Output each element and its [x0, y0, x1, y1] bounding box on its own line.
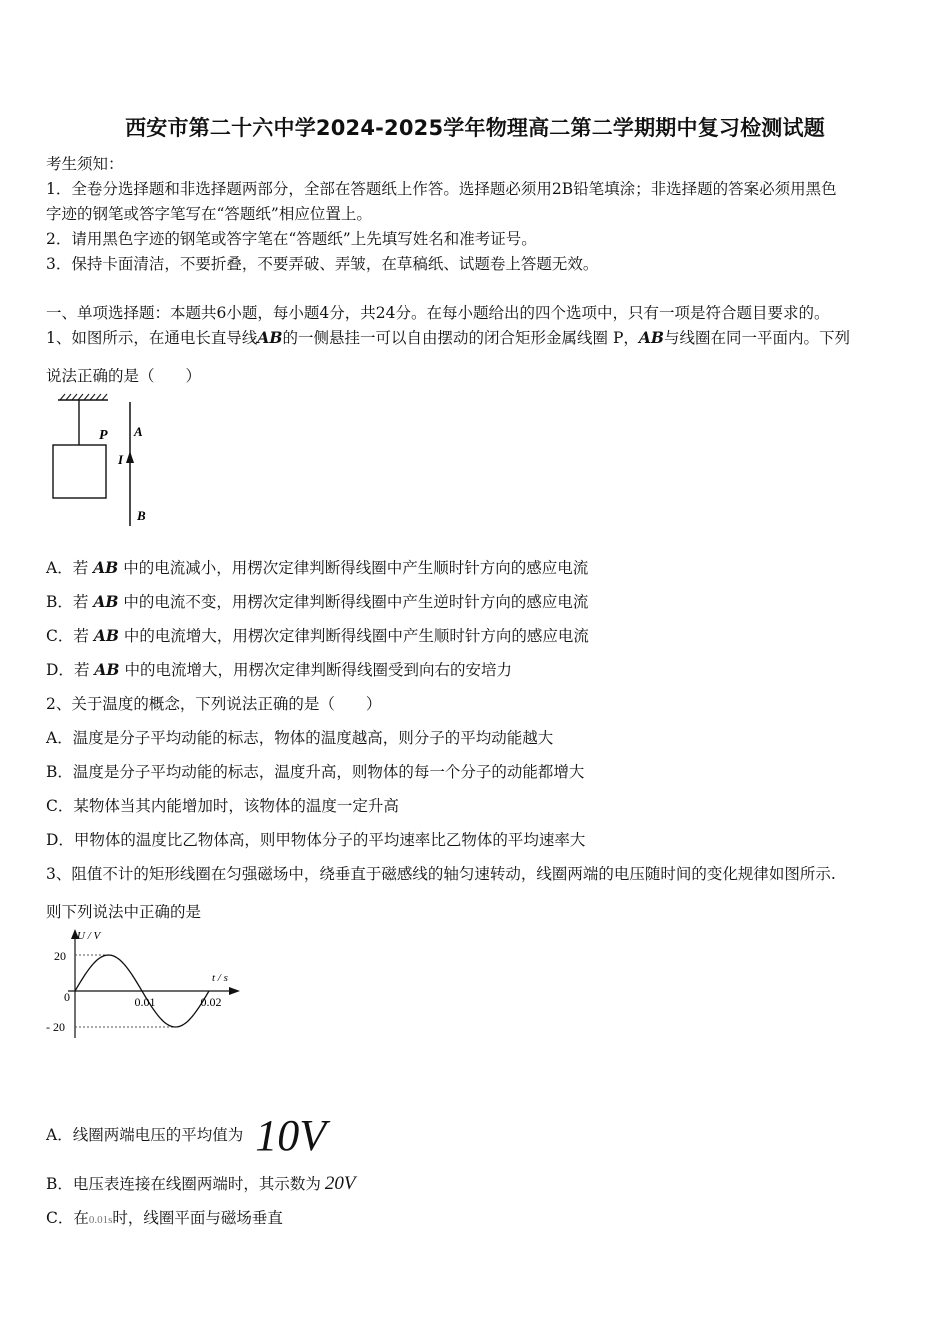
q3-option-b: B．电压表连接在线圈两端时，其示数为 20V — [46, 1173, 356, 1194]
q1-figure — [46, 392, 166, 532]
notice-item: 2．请用黑色字迹的钢笔或答字笔在“答题纸”上先填写姓名和准考证号。 — [46, 230, 537, 248]
q1-option-b: B．若 AB 中的电流不变，用楞次定律判断得线圈中产生逆时针方向的感应电流 — [46, 592, 589, 611]
label-b: B — [137, 508, 146, 523]
y-tick-neg20: - 20 — [46, 1020, 65, 1034]
label-p: P — [99, 428, 108, 443]
q2-option-a: A．温度是分子平均动能的标志，物体的温度越高，则分子的平均动能越大 — [46, 729, 554, 747]
q3-stem-line2: 则下列说法中正确的是 — [46, 903, 202, 921]
notice-item: 字迹的钢笔或答字笔写在“答题纸”相应位置上。 — [46, 205, 372, 223]
q2-option-d: D．甲物体的温度比乙物体高，则甲物体分子的平均速率比乙物体的平均速率大 — [46, 831, 586, 849]
y-axis-label: U / V — [77, 930, 101, 942]
q2-stem: 2、关于温度的概念，下列说法正确的是（ ） — [46, 695, 382, 713]
notice-item: 1．全卷分选择题和非选择题两部分，全部在答题纸上作答。选择题必须用2B铅笔填涂；非选择题的答案必须用黑色 — [46, 180, 837, 198]
label-a: A — [134, 424, 143, 439]
q1-stem-line2: 说法正确的是（ ） — [46, 367, 202, 385]
q1-option-a: A．若 AB 中的电流减小，用楞次定律判断得线圈中产生顺时针方向的感应电流 — [46, 558, 589, 577]
current-arrow — [126, 451, 134, 463]
page-title: 西安市第二十六中学2024-2025学年物理高二第二学期期中复习检测试题 — [125, 116, 825, 140]
x-tick-001: 0.01 — [134, 995, 156, 1009]
q3-option-c: C．在0.01s时，线圈平面与磁场垂直 — [46, 1209, 283, 1227]
label-i: I — [118, 452, 124, 467]
notice-item: 3．保持卡面清洁，不要折叠，不要弄破、弄皱，在草稿纸、试题卷上答题无效。 — [46, 255, 599, 273]
y-tick-0: 0 — [64, 990, 70, 1004]
q1-option-d: D．若 AB 中的电流增大，用楞次定律判断得线圈受到向右的安培力 — [46, 660, 512, 679]
q1-option-c: C．若 AB 中的电流增大，用楞次定律判断得线圈中产生顺时针方向的感应电流 — [46, 626, 589, 645]
y-tick-20: 20 — [54, 949, 66, 963]
section-heading: 一、单项选择题：本题共6小题，每小题4分，共24分。在每小题给出的四个选项中，只有一项是符合题目要求的。 — [46, 304, 830, 322]
coil-p — [53, 445, 106, 498]
x-axis-arrow — [229, 987, 240, 995]
q3-voltage-graph — [40, 926, 250, 1044]
q2-option-c: C．某物体当其内能增加时，该物体的温度一定升高 — [46, 797, 399, 815]
notice-heading: 考生须知： — [46, 155, 124, 173]
q3-option-a: A．线圈两端电压的平均值为 10V — [46, 1111, 327, 1160]
x-tick-002: 0.02 — [200, 995, 222, 1009]
q2-option-b: B．温度是分子平均动能的标志，温度升高，则物体的每一个分子的动能都增大 — [46, 763, 585, 781]
q1-stem-line1: 1、如图所示，在通电长直导线AB的一侧悬挂一可以自由摆动的闭合矩形金属线圈 P，AB与线圈在同一平面内。下列 — [46, 328, 851, 347]
x-axis-label: t / s — [212, 972, 228, 984]
q3-stem-line1: 3、阻值不计的矩形线圈在匀强磁场中，绕垂直于磁感线的轴匀速转动，线圈两端的电压随时间的变化规律如图所示. — [46, 865, 836, 883]
